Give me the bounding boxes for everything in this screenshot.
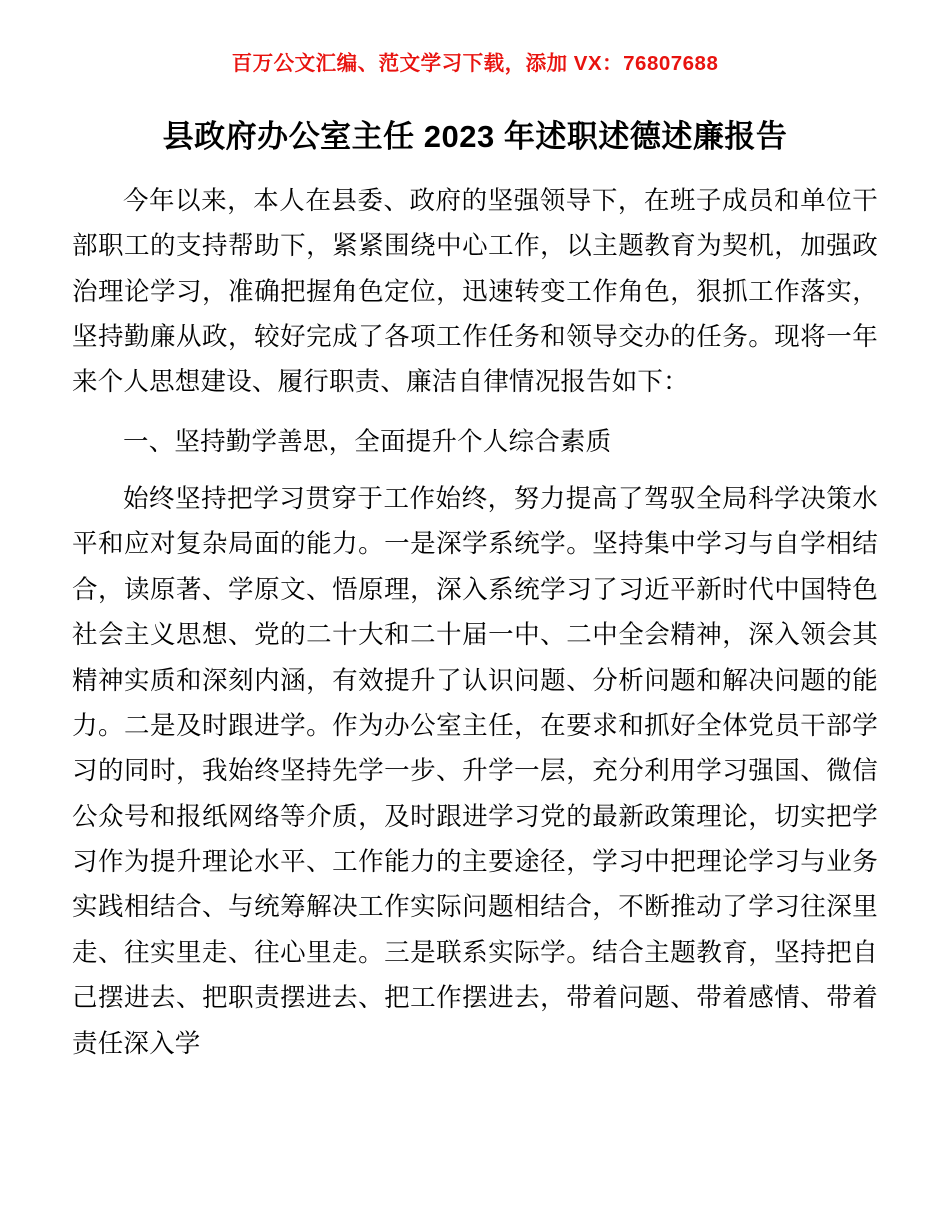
paragraph-section-1-body: 始终坚持把学习贯穿于工作始终，努力提高了驾驭全局科学决策水平和应对复杂局面的能力。一是深学系统学。坚持集中学习与自学相结合，读原著、学原文、悟原理，深入系统学习了习近平新时代中国特色社会主义思想、党的二十大和二十届一中、二中全会精神，深入领会其精神实质和深刻内涵，有效提升了认识问题、分析问题和解决问题的能力。二是及时跟进学。作为办公室主任，在要求和抓好全体党员干部学习的同时，我始终坚持先学一步、升学一层，充分利用学习强国、微信公众号和报纸网络等介质，及时跟进学习党的最新政策理论，切实把学习作为提升理论水平、工作能力的主要途径，学习中把理论学习与业务实践相结合、与统筹解决工作实际问题相结合，不断推动了学习往深里走、往实里走、往心里走。三是联系实际学。结合主题教育，坚持把自己摆进去、把职责摆进去、把工作摆进去，带着问题、带着感情、带着责任深入学 [72, 485, 878, 1058]
page-title: 县政府办公室主任 2023 年述职述德述廉报告 [162, 119, 788, 154]
paragraph-intro: 今年以来，本人在县委、政府的坚强领导下，在班子成员和单位干部职工的支持帮助下，紧紧围绕中心工作，以主题教育为契机，加强政治理论学习，准确把握角色定位，迅速转变工作角色，狠抓工作落实，坚持勤廉从政，较好完成了各项工作任务和领导交办的任务。现将一年来个人思想建设、履行职责、廉洁自律情况报告如下： [72, 186, 878, 397]
promo-banner: 百万公文汇编、范文学习下载，添加 VX：76807688 [231, 52, 719, 75]
section-heading-1: 一、坚持勤学善思，全面提升个人综合素质 [123, 427, 612, 456]
